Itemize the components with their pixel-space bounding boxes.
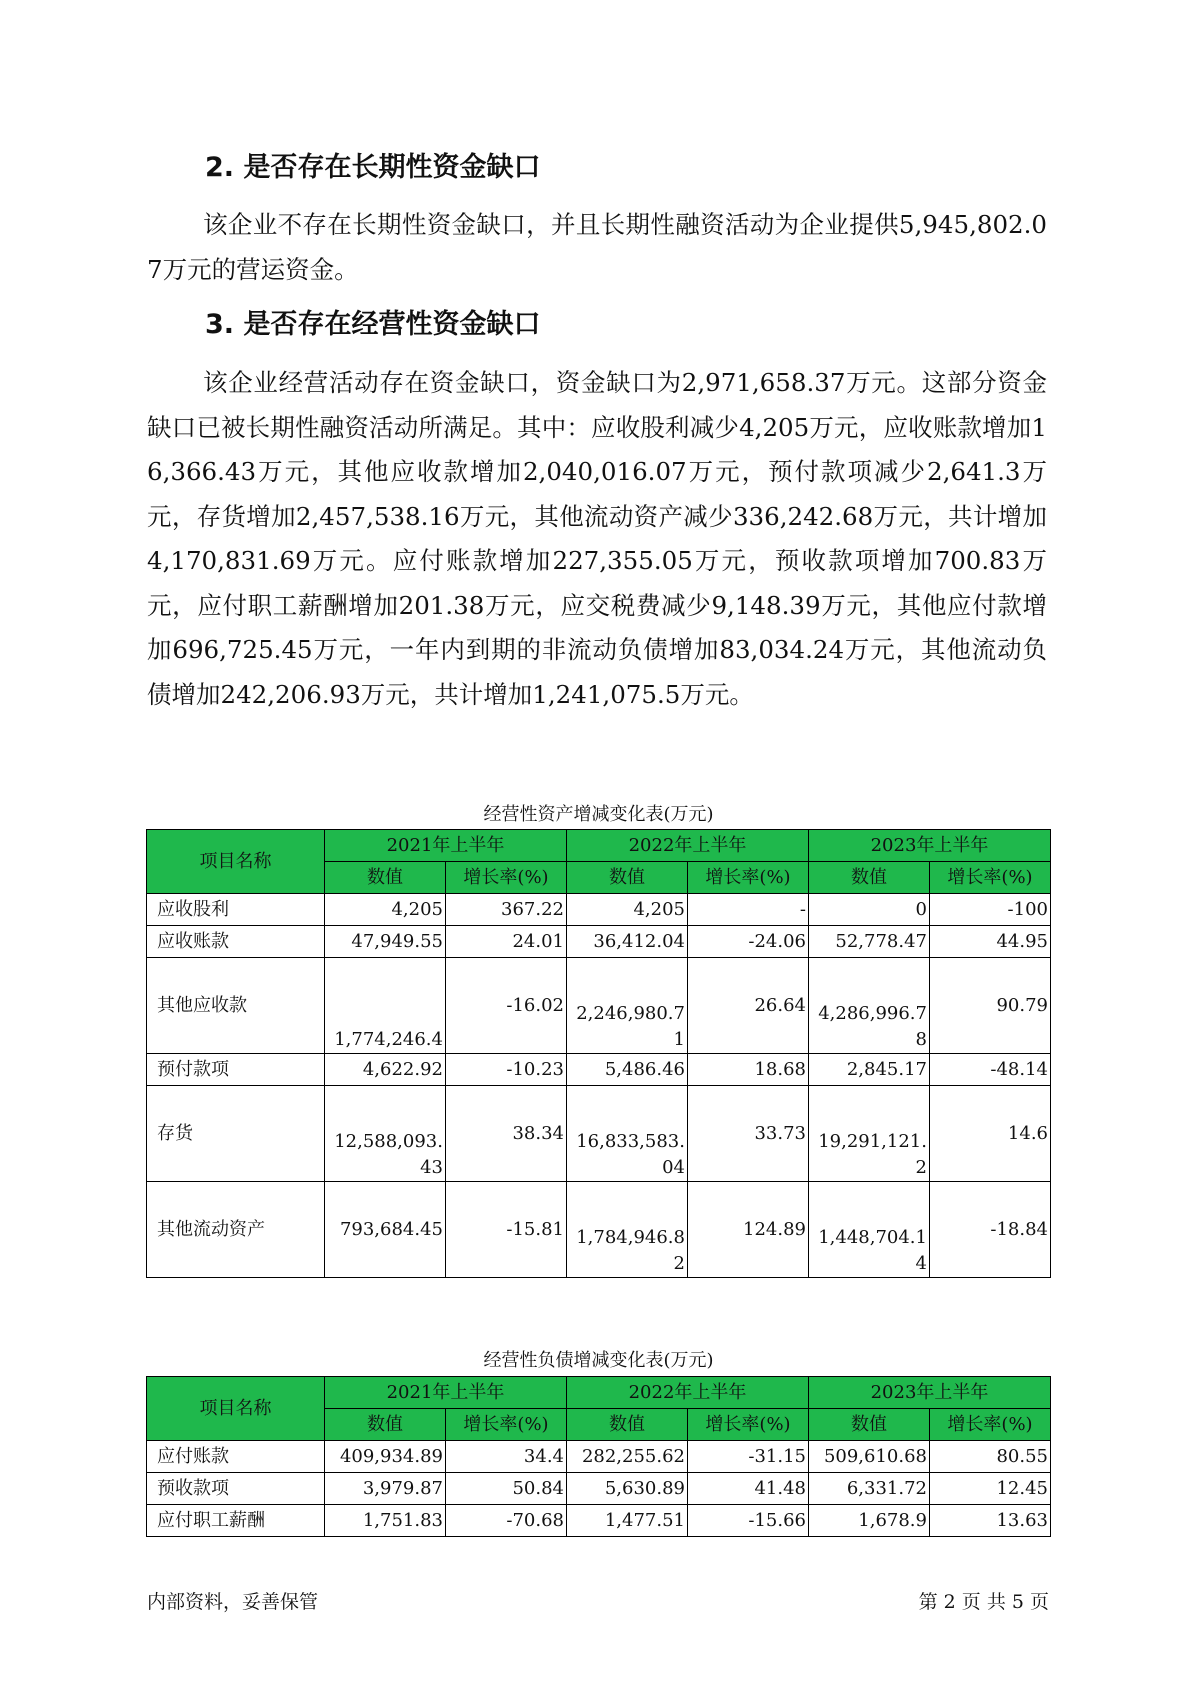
- header-growth-rate: 增长率(%): [446, 862, 567, 894]
- cell-value: 5,486.46: [567, 1054, 688, 1086]
- cell-rate: 33.73: [688, 1086, 809, 1182]
- cell-rate: 38.34: [446, 1086, 567, 1182]
- row-name: 预付款项: [147, 1054, 325, 1086]
- cell-rate: -31.15: [688, 1441, 809, 1473]
- cell-rate: 13.63: [930, 1505, 1051, 1537]
- header-period: 2022年上半年: [567, 830, 809, 862]
- footer-confidential-note: 内部资料，妥善保管: [147, 1591, 319, 1613]
- cell-rate: -24.06: [688, 926, 809, 958]
- header-growth-rate: 增长率(%): [688, 862, 809, 894]
- cell-rate: -: [688, 894, 809, 926]
- cell-rate: 124.89: [688, 1182, 809, 1278]
- cell-value: 5,630.89: [567, 1473, 688, 1505]
- cell-rate: 41.48: [688, 1473, 809, 1505]
- header-growth-rate: 增长率(%): [930, 862, 1051, 894]
- table-row: [147, 1441, 1051, 1473]
- cell-value: 2,246,980.71: [567, 958, 688, 1054]
- cell-value: 4,622.92: [325, 1054, 446, 1086]
- cell-value: 6,331.72: [809, 1473, 930, 1505]
- cell-rate: -15.66: [688, 1505, 809, 1537]
- header-value: 数值: [567, 862, 688, 894]
- cell-value: 1,678.9: [809, 1505, 930, 1537]
- table-row: [147, 894, 1051, 926]
- table-row: [147, 1505, 1051, 1537]
- cell-value: 16,833,583.04: [567, 1086, 688, 1182]
- cell-value: 793,684.45: [325, 1182, 446, 1278]
- cell-rate: 367.22: [446, 894, 567, 926]
- header-growth-rate: 增长率(%): [446, 1409, 567, 1441]
- row-name: 存货: [147, 1086, 325, 1182]
- cell-rate: -18.84: [930, 1182, 1051, 1278]
- table-row: [147, 1473, 1051, 1505]
- cell-value: 1,448,704.14: [809, 1182, 930, 1278]
- table-row: [147, 1182, 1051, 1278]
- table-caption-assets: 经营性资产增减变化表(万元): [483, 804, 714, 825]
- cell-rate: 14.6: [930, 1086, 1051, 1182]
- cell-value: 1,751.83: [325, 1505, 446, 1537]
- row-name: 预收款项: [147, 1473, 325, 1505]
- cell-value: 36,412.04: [567, 926, 688, 958]
- cell-rate: 44.95: [930, 926, 1051, 958]
- cell-value: 19,291,121.2: [809, 1086, 930, 1182]
- table-row: [147, 958, 1051, 1054]
- cell-rate: 18.68: [688, 1054, 809, 1086]
- cell-value: 4,205: [325, 894, 446, 926]
- footer-page-number: 第 2 页 共 5 页: [918, 1591, 1049, 1613]
- cell-rate: -16.02: [446, 958, 567, 1054]
- header-value: 数值: [809, 862, 930, 894]
- cell-rate: 26.64: [688, 958, 809, 1054]
- header-value: 数值: [567, 1409, 688, 1441]
- cell-value: 4,205: [567, 894, 688, 926]
- table-caption-liabilities: 经营性负债增减变化表(万元): [483, 1350, 714, 1371]
- paragraph-operating-gap: 该企业经营活动存在资金缺口，资金缺口为2,971,658.37万元。这部分资金缺口已被长期性融资活动所满足。其中：应收股利减少4,205万元，应收账款增加16,366.43万元，其他应收款增加2,040,016.07万元，预付款项减少2,641.3万元，存货增加2,457,538.16万元，其他流动资产减少336,242.68万元，共计增加4,170,831.69万元。应付账款增加227,355.05万元，预收款项增加700.83万元，应付职工薪酬增加201.38万元，应交税费减少9,148.39万元，其他应付款增加696,725.45万元，一年内到期的非流动负债增加83,034.24万元，其他流动负债增加242,206.93万元，共计增加1,241,075.5万元。: [147, 368, 1047, 709]
- header-period: 2021年上半年: [325, 830, 567, 862]
- header-period: 2023年上半年: [809, 830, 1051, 862]
- section-heading-long-term-gap: 2. 是否存在长期性资金缺口: [205, 152, 541, 183]
- cell-value: 409,934.89: [325, 1441, 446, 1473]
- row-name: 应付账款: [147, 1441, 325, 1473]
- cell-value: 52,778.47: [809, 926, 930, 958]
- table-row: [147, 926, 1051, 958]
- cell-value: 47,949.55: [325, 926, 446, 958]
- cell-rate: -70.68: [446, 1505, 567, 1537]
- cell-rate: -100: [930, 894, 1051, 926]
- cell-rate: 34.4: [446, 1441, 567, 1473]
- cell-rate: 50.84: [446, 1473, 567, 1505]
- cell-rate: -15.81: [446, 1182, 567, 1278]
- cell-rate: 12.45: [930, 1473, 1051, 1505]
- cell-rate: -10.23: [446, 1054, 567, 1086]
- cell-value: 2,845.17: [809, 1054, 930, 1086]
- cell-value: 3,979.87: [325, 1473, 446, 1505]
- operating-assets-table: [146, 829, 1051, 1278]
- header-growth-rate: 增长率(%): [688, 1409, 809, 1441]
- table-row: [147, 1054, 1051, 1086]
- cell-value: 509,610.68: [809, 1441, 930, 1473]
- cell-rate: 24.01: [446, 926, 567, 958]
- row-name: 其他流动资产: [147, 1182, 325, 1278]
- cell-rate: 90.79: [930, 958, 1051, 1054]
- cell-value: 1,784,946.82: [567, 1182, 688, 1278]
- row-name: 应收股利: [147, 894, 325, 926]
- cell-value: 1,774,246.4: [325, 958, 446, 1054]
- cell-value: 282,255.62: [567, 1441, 688, 1473]
- row-name: 应收账款: [147, 926, 325, 958]
- cell-rate: -48.14: [930, 1054, 1051, 1086]
- header-value: 数值: [325, 1409, 446, 1441]
- header-item-name: 项目名称: [147, 830, 325, 894]
- table-row: [147, 1086, 1051, 1182]
- header-period: 2023年上半年: [809, 1377, 1051, 1409]
- cell-value: 0: [809, 894, 930, 926]
- header-item-name: 项目名称: [147, 1377, 325, 1441]
- cell-value: 1,477.51: [567, 1505, 688, 1537]
- operating-liabilities-table: [146, 1376, 1051, 1537]
- row-name: 其他应收款: [147, 958, 325, 1054]
- cell-rate: 80.55: [930, 1441, 1051, 1473]
- header-period: 2022年上半年: [567, 1377, 809, 1409]
- row-name: 应付职工薪酬: [147, 1505, 325, 1537]
- paragraph-long-term-gap: 该企业不存在长期性资金缺口，并且长期性融资活动为企业提供5,945,802.07万元的营运资金。: [147, 210, 1047, 284]
- header-period: 2021年上半年: [325, 1377, 567, 1409]
- cell-value: 4,286,996.78: [809, 958, 930, 1054]
- header-value: 数值: [809, 1409, 930, 1441]
- section-heading-operating-gap: 3. 是否存在经营性资金缺口: [205, 309, 541, 340]
- cell-value: 12,588,093.43: [325, 1086, 446, 1182]
- header-value: 数值: [325, 862, 446, 894]
- header-growth-rate: 增长率(%): [930, 1409, 1051, 1441]
